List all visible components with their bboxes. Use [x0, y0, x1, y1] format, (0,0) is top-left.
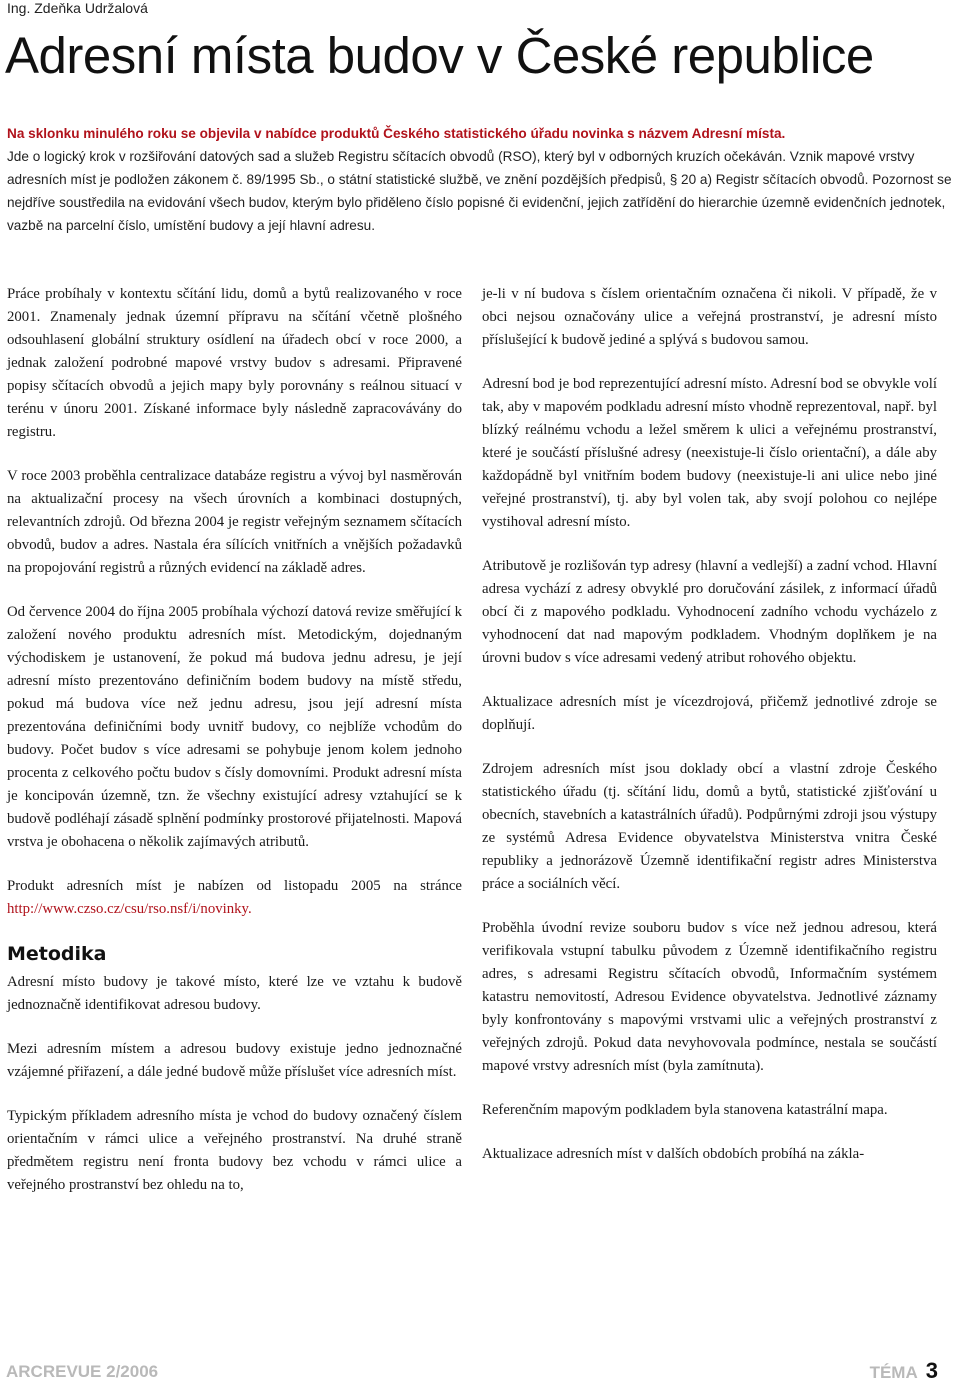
- paragraph: Typickým příkladem adresního místa je vchod do budovy označený číslem orientačním v rámci ulice a veřejného prostranství. Na druhé straně předmětem registru není fronta budovy bez vchodu v rámci ulice a veřejného prostranství bez ohledu na to,: [7, 1108, 462, 1193]
- section-label: TÉMA: [869, 1363, 918, 1382]
- author: Ing. Zdeňka Udržalová: [7, 0, 148, 16]
- lead-paragraph: [7, 122, 955, 237]
- paragraph: V roce 2003 proběhla centralizace databáze registru a vývoj byl nasměrován na aktualizační procesy na všech úrovních a kombinaci dostupných, relevantních zdrojů. Od března 2004 je registr veřejným seznamem sčítacích obvodů, budov a adres. Nastala éra sílících vnitřních a vnějších požadavků na propojování registrů a různých evidencí na základě adres.: [7, 468, 462, 576]
- paragraph: Adresní místo budovy je takové místo, které lze ve vztahu k budově jednoznačně identifikovat adresou budovy.: [7, 974, 462, 1013]
- paragraph: [7, 875, 462, 921]
- lead-first-sentence: Na sklonku minulého roku se objevila v nabídce produktů Českého statistického úřadu novinka s názvem Adresní místa.: [7, 126, 786, 141]
- journal-footer: ARCREVUE 2/2006: [6, 1362, 159, 1381]
- page-footer: [870, 1358, 938, 1384]
- right-column: [482, 283, 937, 1187]
- page-number: 3: [925, 1358, 938, 1383]
- lead-text: Jde o logický krok v rozšiřování datových sad a služeb Registru sčítacích obvodů (RSO), který byl v odborných kruzích očekáván. Vznik mapové vrstvy adresních míst je podložen zákonem č. 89/1995 Sb., o státní statistické službě, ve znění pozdějších předpisů, § 20 a) Registr sčítacích obvodů. Pozornost se nejdříve soustředila na evidování všech budov, kterým bylo přiděleno číslo popisné či evidenční, jejich zatřídění do hierarchie územně evidenčních jednotek, vazbě na parcelní číslo, umístění budovy a její hlavní adresu.: [7, 149, 952, 233]
- paragraph: Referenčním mapovým podkladem byla stanovena katastrální mapa.: [482, 1102, 888, 1118]
- paragraph: Aktualizace adresních míst je vícezdrojová, přičemž jednotlivé zdroje se doplňují.: [482, 694, 937, 733]
- paragraph: Proběhla úvodní revize souboru budov s více než jednou adresou, která verifikovala vstupní tabulku původem z Územně identifikačního registru adres, s adresami Registru sčítacích obvodů, Informačním systémem katastru nemovitostí, Adresou Evidence obyvatelstva. Jednotlivé záznamy byly konfrontovány s mapovými vrstvami ulic a veřejných prostranství z veřejných zdrojů. Pokud data nevyhovovala podmínce, nestala se součástí mapové vrstvy adresních míst (byla zamítnuta).: [482, 920, 937, 1074]
- left-column: [7, 283, 462, 1218]
- article-title: Adresní místa budov v České republice: [5, 27, 874, 84]
- paragraph: Práce probíhaly v kontextu sčítání lidu, domů a bytů realizovaného v roce 2001. Znamenaly jednak územní přípravu na sčítání včetně plošného odsouhlasení globální struktury osídlení na úřadech obcí v roce 2000, a jednak založení podrobné mapové vrstvy budov s adresami. Připravené popisy sčítacích obvodů a jejich mapy byly porovnány s reálnou situací v terénu v únoru 2001. Získané informace byly následně zapracovávány do registru.: [7, 286, 462, 440]
- paragraph: Mezi adresním místem a adresou budovy existuje jedno jednoznačné vzájemné přiřazení, a dále jedné budově může příslušet více adresních míst.: [7, 1041, 462, 1080]
- paragraph: Aktualizace adresních míst v dalších obdobích probíhá na zákla-: [482, 1146, 865, 1162]
- novinky-link[interactable]: http://www.czso.cz/csu/rso.nsf/i/novinky.: [7, 901, 252, 917]
- paragraph: Adresní bod je bod reprezentující adresní místo. Adresní bod se obvykle volí tak, aby v mapovém podkladu adresní místo vhodně reprezentoval, např. byl blízký reálnému vchodu a ležel směrem k ulici a veřejnému prostranství, které je součástí příslušné adresy (neexistuje-li číslo orientační), a dále aby každopádně byl vnitřním bodem budovy (neexistuje-li ani ulice nebo jiné veřejné prostranství), tj. aby byl volen tak, aby svojí polohou co nejlépe vystihoval adresní místo.: [482, 376, 937, 530]
- paragraph: Od července 2004 do října 2005 probíhala výchozí datová revize směřující k založení nového produktu adresních míst. Metodickým, dojednaným východiskem je ustanovení, že pokud má budova jednu adresu, je její adresní místo prezentováno definičním bodem budovy na místě středu, pokud má budova více než jednu adresu, jsou její adresní místa prezentována definičními body uvnitř budovy, co nejblíže vchodům do budovy. Počet budov s více adresami se pohybuje jenom kolem jednoho procenta z celkového počtu budov s čísly domovními. Produkt adresní místa je koncipován územně, tzn. že všechny existující adresy vztahující se k budově podléhají zásadě splnění podmínky prostorové přijatelnosti. Mapová vrstva je obohacena o několik zajímavých atributů.: [7, 604, 462, 850]
- paragraph: Zdrojem adresních míst jsou doklady obcí a vlastní zdroje Českého statistického úřadu (tj. sčítání lidu, domů a bytů, statistické zjišťování u obecních, stavebních a katastrálních úřadů). Podpůrnými zdroji jsou výstupy ze systémů Adresa Evidence obyvatelstva Ministerstva vnitra České republiky a jednorázově Územně identifikační registr adres Ministerstva práce a sociálních věcí.: [482, 761, 937, 892]
- paragraph-text: Produkt adresních míst je nabízen od listopadu 2005 na stránce: [7, 878, 462, 894]
- paragraph: Atributově je rozlišován typ adresy (hlavní a vedlejší) a zadní vchod. Hlavní adresa vychází z adresy obvyklé pro doručování zásilek, z informací úřadů obcí či z mapového podkladu. Vyhodnocení zadního vchodu vycházelo z vyhodnocení dat nad mapovým podkladem. Vhodným doplňkem je na úrovni budov s více adresami vedený atribut rohového objektu.: [482, 558, 937, 666]
- paragraph: je-li v ní budova s číslem orientačním označena či nikoli. V případě, že v obci nejsou označovány ulice a veřejná prostranství, je adresní místo příslušející k budově jediné a splývá s budovou samou.: [482, 286, 937, 348]
- section-heading-metodika: Metodika: [7, 943, 107, 965]
